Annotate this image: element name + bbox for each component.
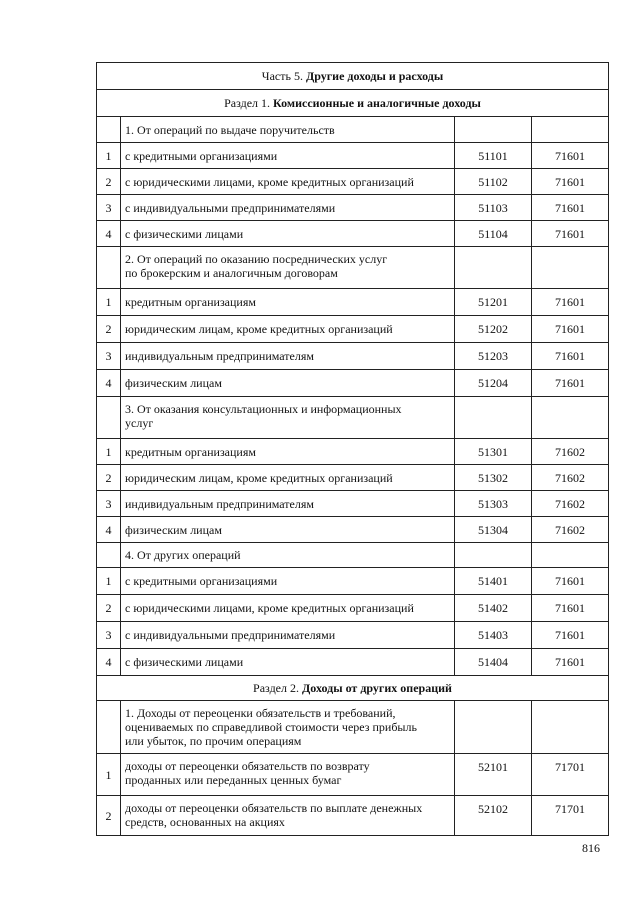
group-header-row bbox=[97, 397, 609, 439]
group-header: 1. Доходы от переоценки обязательств и требований, оцениваемых по справедливой стоимости через прибыль или убыток, по прочим операциям bbox=[121, 701, 455, 754]
accounts-table bbox=[96, 62, 609, 836]
table-row: 2 доходы от переоценки обязательств по выплате денежных средств, основанных на акциях 52102 71701 bbox=[97, 796, 609, 836]
group-header: 2. От операций по оказанию посреднических услуг по брокерским и аналогичным договорам bbox=[121, 247, 455, 289]
section2-title-row bbox=[97, 676, 609, 701]
table-row: 4 с физическими лицами 51404 71601 bbox=[97, 649, 609, 676]
table-row: 2 с юридическими лицами, кроме кредитных организаций 51102 71601 bbox=[97, 169, 609, 195]
table-row: 2 юридическим лицам, кроме кредитных организаций 51302 71602 bbox=[97, 465, 609, 491]
table-row: 3 индивидуальным предпринимателям 51303 71602 bbox=[97, 491, 609, 517]
group-header-row bbox=[97, 701, 609, 754]
part-title: Часть 5. Другие доходы и расходы bbox=[97, 63, 609, 90]
group-header-row bbox=[97, 247, 609, 289]
group-header-row bbox=[97, 117, 609, 143]
group-header-row bbox=[97, 543, 609, 568]
table-row: 1 кредитным организациям 51301 71602 bbox=[97, 439, 609, 465]
group-header: 1. От операций по выдаче поручительств bbox=[121, 117, 455, 143]
table-row: 4 физическим лицам 51304 71602 bbox=[97, 517, 609, 543]
section2-title: Раздел 2. Доходы от других операций bbox=[97, 676, 609, 701]
group-header: 4. От других операций bbox=[121, 543, 455, 568]
table-row: 2 юридическим лицам, кроме кредитных организаций 51202 71601 bbox=[97, 316, 609, 343]
table-row: 3 с индивидуальными предпринимателями 51403 71601 bbox=[97, 622, 609, 649]
table-row: 1 с кредитными организациями 51401 71601 bbox=[97, 568, 609, 595]
table-row: 3 с индивидуальными предпринимателями 51103 71601 bbox=[97, 195, 609, 221]
section1-title-row bbox=[97, 90, 609, 117]
page-number: 816 bbox=[582, 841, 600, 855]
table-row: 1 кредитным организациям 51201 71601 bbox=[97, 289, 609, 316]
table-row: 1 доходы от переоценки обязательств по возврату проданных или переданных ценных бумаг 52101 71701 bbox=[97, 754, 609, 796]
table-row: 4 физическим лицам 51204 71601 bbox=[97, 370, 609, 397]
table-row: 2 с юридическими лицами, кроме кредитных организаций 51402 71601 bbox=[97, 595, 609, 622]
table-row: 4 с физическими лицами 51104 71601 bbox=[97, 221, 609, 247]
group-header: 3. От оказания консультационных и информационных услуг bbox=[121, 397, 455, 439]
section1-title: Раздел 1. Комиссионные и аналогичные доходы bbox=[97, 90, 609, 117]
table-row: 1 с кредитными организациями 51101 71601 bbox=[97, 143, 609, 169]
table-row: 3 индивидуальным предпринимателям 51203 71601 bbox=[97, 343, 609, 370]
part-title-row bbox=[97, 63, 609, 90]
